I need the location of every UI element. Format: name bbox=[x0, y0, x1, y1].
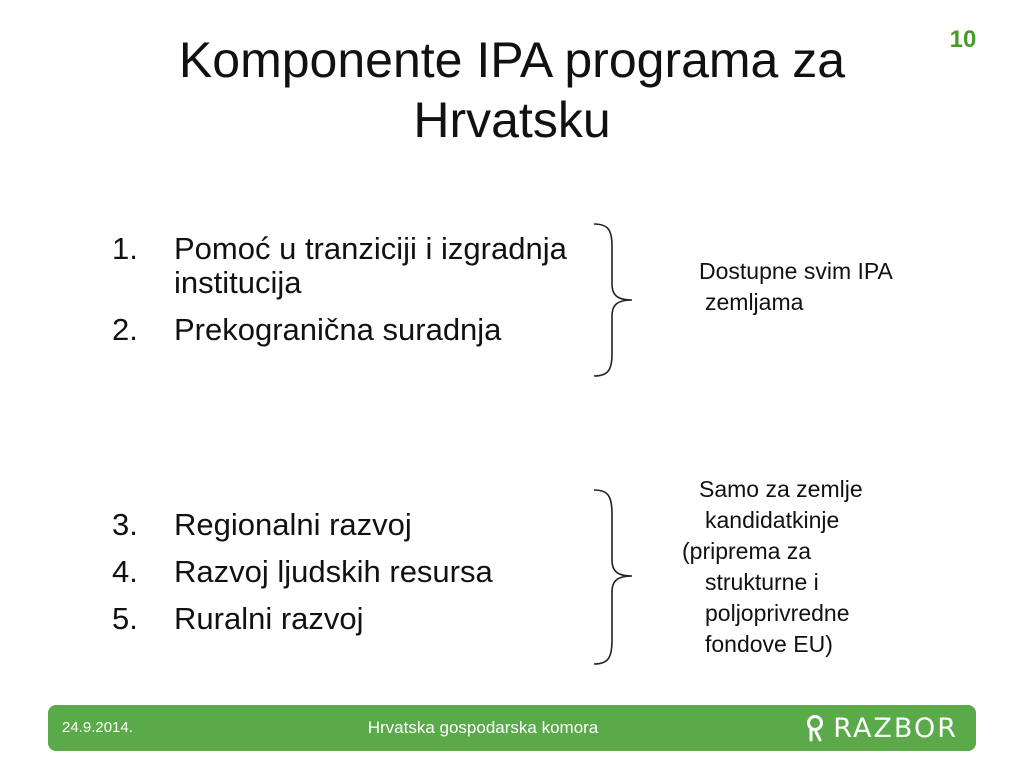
slide-number: 10 bbox=[949, 26, 977, 53]
list-item-number: 1. bbox=[112, 231, 138, 266]
list-item-number: 5. bbox=[112, 601, 138, 636]
component-list-group-1 bbox=[112, 232, 612, 360]
note-line: Dostupne svim IPA bbox=[699, 258, 893, 284]
component-list-group-2 bbox=[112, 508, 612, 649]
list-item-number: 3. bbox=[112, 507, 138, 542]
list-item-text: Regionalni razvoj bbox=[174, 507, 412, 542]
list-item bbox=[112, 555, 612, 589]
slide-title bbox=[62, 30, 962, 150]
list-item-number: 2. bbox=[112, 312, 138, 347]
right-brace-icon bbox=[588, 488, 638, 666]
note-line: Samo za zemlje bbox=[699, 476, 863, 502]
razbor-logo bbox=[805, 713, 958, 743]
list-item-number: 4. bbox=[112, 554, 138, 589]
note-line: zemljama bbox=[705, 289, 804, 315]
footer-organization: Hrvatska gospodarska komora bbox=[367, 718, 599, 737]
note-line: poljoprivredne bbox=[705, 600, 850, 626]
list-item bbox=[112, 313, 612, 347]
list-item bbox=[112, 508, 612, 542]
note-group-1 bbox=[699, 256, 979, 318]
list-item-text: Prekogranična suradnja bbox=[174, 312, 502, 347]
footer-bar bbox=[48, 705, 976, 751]
note-line: (priprema za bbox=[682, 538, 812, 564]
slide-title-line-1: Komponente IPA programa za bbox=[178, 32, 846, 88]
note-line: fondove EU) bbox=[705, 631, 833, 657]
list-item-text: Pomoć u tranziciji i izgradnja institucija bbox=[174, 231, 567, 300]
footer-date: 24.9.2014. bbox=[62, 719, 133, 736]
list-item-text: Razvoj ljudskih resursa bbox=[174, 554, 493, 589]
razbor-logo-icon bbox=[805, 714, 825, 742]
note-line: strukturne i bbox=[705, 569, 819, 595]
list-item-text: Ruralni razvoj bbox=[174, 601, 364, 636]
slide-title-line-2: Hrvatsku bbox=[413, 92, 611, 148]
right-brace-icon bbox=[588, 222, 638, 378]
list-item bbox=[112, 232, 612, 300]
razbor-logo-text: RAZBOR bbox=[833, 712, 958, 744]
note-line: kandidatkinje bbox=[705, 507, 840, 533]
list-item bbox=[112, 602, 612, 636]
note-group-2 bbox=[682, 474, 982, 660]
